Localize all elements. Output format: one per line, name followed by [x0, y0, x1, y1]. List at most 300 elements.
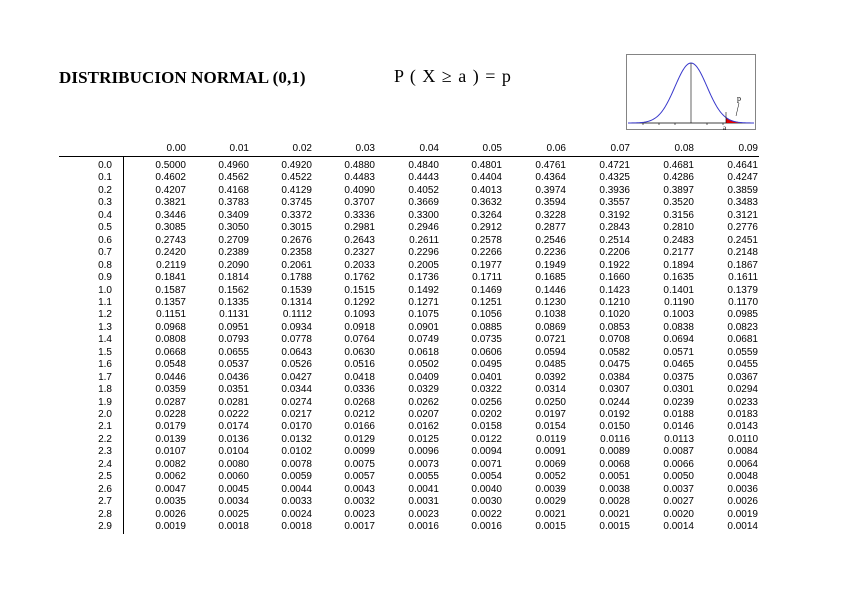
- table-cell: 0.1379: [727, 284, 758, 296]
- table-cell: 0.0183: [727, 409, 758, 420]
- table-cell: 0.0066: [663, 458, 694, 470]
- table-cell: 0.0694: [663, 334, 694, 346]
- table-cell: 0.2578: [471, 234, 502, 246]
- table-cell: 0.1335: [218, 296, 249, 308]
- table-cell: 0.3936: [599, 184, 630, 196]
- row-z-label: 1.4: [98, 334, 112, 346]
- table-cell: 0.2912: [471, 222, 502, 234]
- table-cell: 0.0043: [344, 483, 375, 495]
- table-row: [0, 172, 848, 184]
- table-cell: 0.0037: [663, 483, 694, 495]
- table-cell: 0.0582: [599, 346, 630, 358]
- table-row: [0, 210, 848, 222]
- table-cell: 0.0222: [218, 409, 249, 420]
- row-z-label: 1.1: [98, 296, 112, 308]
- table-row: [0, 359, 848, 371]
- table-cell: 0.0139: [155, 433, 186, 445]
- table-cell: 0.0055: [408, 471, 439, 483]
- table-cell: 0.4920: [281, 160, 312, 171]
- table-cell: 0.0351: [218, 384, 249, 396]
- table-cell: 0.0035: [155, 496, 186, 508]
- table-cell: 0.0618: [408, 346, 439, 358]
- table-cell: 0.2005: [408, 259, 439, 271]
- table-cell: 0.0823: [727, 321, 758, 333]
- table-cell: 0.1539: [281, 284, 312, 296]
- table-cell: 0.0158: [471, 421, 502, 433]
- table-cell: 0.1814: [218, 272, 249, 284]
- table-row: [0, 347, 848, 359]
- table-cell: 0.0436: [218, 371, 249, 383]
- column-header: 0.08: [674, 143, 694, 154]
- table-cell: 0.0015: [535, 521, 566, 533]
- table-cell: 0.4286: [663, 172, 694, 184]
- table-cell: 0.3520: [663, 197, 694, 209]
- table-cell: 0.1446: [535, 284, 566, 296]
- table-cell: 0.0968: [155, 321, 186, 333]
- table-cell: 0.1112: [282, 309, 312, 321]
- table-cell: 0.4840: [408, 160, 439, 171]
- table-row: [0, 334, 848, 346]
- table-cell: 0.0110: [728, 433, 758, 445]
- table-cell: 0.3264: [471, 209, 502, 221]
- table-cell: 0.0281: [218, 396, 249, 408]
- table-cell: 0.0032: [344, 496, 375, 508]
- table-cell: 0.2743: [155, 234, 186, 246]
- row-z-label: 1.8: [98, 384, 112, 396]
- table-cell: 0.2946: [408, 222, 439, 234]
- table-cell: 0.2451: [727, 234, 758, 246]
- table-cell: 0.0384: [599, 371, 630, 383]
- row-z-label: 0.7: [98, 247, 112, 259]
- table-cell: 0.1711: [472, 272, 502, 284]
- table-cell: 0.0427: [281, 371, 312, 383]
- normal-curve-diagram: [626, 54, 756, 132]
- table-cell: 0.1736: [408, 272, 439, 284]
- row-z-label: 1.9: [98, 396, 112, 408]
- table-cell: 0.0021: [599, 508, 630, 520]
- row-z-label: 1.2: [98, 309, 112, 321]
- table-cell: 0.1949: [535, 259, 566, 271]
- table-cell: 0.4052: [408, 184, 439, 196]
- table-cell: 0.1401: [663, 284, 694, 296]
- table-cell: 0.0401: [471, 371, 502, 383]
- table-cell: 0.3594: [535, 197, 566, 209]
- table-cell: 0.0174: [218, 421, 249, 433]
- table-cell: 0.0256: [471, 396, 502, 408]
- table-cell: 0.0212: [344, 409, 375, 420]
- table-cell: 0.2981: [344, 222, 375, 234]
- table-cell: 0.0051: [599, 471, 630, 483]
- table-row: [0, 322, 848, 334]
- table-cell: 0.0197: [535, 409, 566, 420]
- table-cell: 0.0016: [471, 521, 502, 533]
- table-row: [0, 446, 848, 458]
- table-cell: 0.3336: [344, 209, 375, 221]
- table-cell: 0.0162: [408, 421, 439, 433]
- table-cell: 0.1357: [155, 296, 186, 308]
- table-row: [0, 521, 848, 533]
- table-cell: 0.0082: [155, 458, 186, 470]
- table-cell: 0.0475: [599, 359, 630, 371]
- table-cell: 0.2119: [156, 259, 186, 271]
- table-cell: 0.0050: [663, 471, 694, 483]
- table-row: [0, 509, 848, 521]
- table-row: [0, 185, 848, 197]
- table-cell: 0.2206: [599, 247, 630, 259]
- table-cell: 0.0681: [727, 334, 758, 346]
- row-z-label: 0.1: [98, 172, 112, 184]
- table-cell: 0.2358: [281, 247, 312, 259]
- table-cell: 0.4443: [408, 172, 439, 184]
- table-cell: 0.0179: [155, 421, 186, 433]
- table-cell: 0.0951: [218, 321, 249, 333]
- table-row: [0, 235, 848, 247]
- table-cell: 0.3156: [663, 209, 694, 221]
- table-cell: 0.0119: [536, 433, 566, 445]
- table-cell: 0.4013: [471, 184, 502, 196]
- column-header: 0.04: [419, 143, 439, 154]
- table-row: [0, 272, 848, 284]
- table-row: [0, 421, 848, 433]
- table-cell: 0.3783: [218, 197, 249, 209]
- table-cell: 0.2810: [663, 222, 694, 234]
- table-cell: 0.1469: [471, 284, 502, 296]
- table-cell: 0.0143: [727, 421, 758, 433]
- table-cell: 0.0073: [408, 458, 439, 470]
- table-cell: 0.2061: [281, 259, 312, 271]
- table-cell: 0.4562: [218, 172, 249, 184]
- table-cell: 0.1635: [663, 272, 694, 284]
- table-cell: 0.0708: [599, 334, 630, 346]
- table-cell: 0.3409: [218, 209, 249, 221]
- table-cell: 0.4247: [727, 172, 758, 184]
- table-cell: 0.1314: [281, 296, 312, 308]
- table-cell: 0.0087: [663, 446, 694, 458]
- table-cell: 0.0136: [218, 433, 249, 445]
- table-cell: 0.0465: [663, 359, 694, 371]
- table-cell: 0.1056: [471, 309, 502, 321]
- table-cell: 0.0869: [535, 321, 566, 333]
- table-cell: 0.0132: [281, 433, 312, 445]
- table-cell: 0.4960: [218, 160, 249, 171]
- table-row: [0, 372, 848, 384]
- table-cell: 0.0017: [344, 521, 375, 533]
- table-cell: 0.0367: [727, 371, 758, 383]
- row-z-label: 1.0: [98, 284, 112, 296]
- table-cell: 0.3669: [408, 197, 439, 209]
- table-cell: 0.3974: [535, 184, 566, 196]
- table-cell: 0.0336: [344, 384, 375, 396]
- table-cell: 0.4602: [155, 172, 186, 184]
- table-cell: 0.0485: [535, 359, 566, 371]
- table-cell: 0.0764: [344, 334, 375, 346]
- table-cell: 0.3372: [281, 209, 312, 221]
- table-cell: 0.0643: [281, 346, 312, 358]
- table-cell: 0.3192: [599, 209, 630, 221]
- table-cell: 0.0262: [408, 396, 439, 408]
- table-cell: 0.0026: [155, 508, 186, 520]
- table-cell: 0.0036: [727, 483, 758, 495]
- table-cell: 0.0062: [155, 471, 186, 483]
- table-cell: 0.0307: [599, 384, 630, 396]
- table-cell: 0.0228: [155, 409, 186, 420]
- row-z-label: 2.9: [98, 521, 112, 533]
- table-cell: 0.1292: [344, 296, 375, 308]
- row-z-label: 0.6: [98, 234, 112, 246]
- table-cell: 0.0392: [535, 371, 566, 383]
- table-cell: 0.4483: [344, 172, 375, 184]
- table-row: [0, 197, 848, 209]
- table-cell: 0.0329: [408, 384, 439, 396]
- table-cell: 0.4168: [218, 184, 249, 196]
- table-cell: 0.0735: [471, 334, 502, 346]
- table-cell: 0.0019: [155, 521, 186, 533]
- table-cell: 0.0091: [535, 446, 566, 458]
- table-cell: 0.0054: [471, 471, 502, 483]
- table-cell: 0.1423: [599, 284, 630, 296]
- table-cell: 0.1151: [156, 309, 186, 321]
- table-cell: 0.0064: [727, 458, 758, 470]
- table-cell: 0.1131: [219, 309, 249, 321]
- table-cell: 0.3821: [155, 197, 186, 209]
- table-cell: 0.1020: [599, 309, 630, 321]
- table-cell: 0.1922: [599, 259, 630, 271]
- table-cell: 0.0096: [408, 446, 439, 458]
- table-cell: 0.2148: [727, 247, 758, 259]
- row-z-label: 2.6: [98, 483, 112, 495]
- table-cell: 0.0655: [218, 346, 249, 358]
- table-cell: 0.0016: [408, 521, 439, 533]
- table-cell: 0.0020: [663, 508, 694, 520]
- table-cell: 0.1562: [218, 284, 249, 296]
- table-cell: 0.0274: [281, 396, 312, 408]
- table-cell: 0.0048: [727, 471, 758, 483]
- table-cell: 0.0207: [408, 409, 439, 420]
- table-cell: 0.2296: [408, 247, 439, 259]
- table-cell: 0.0559: [727, 346, 758, 358]
- table-cell: 0.0024: [281, 508, 312, 520]
- table-row: [0, 260, 848, 272]
- table-cell: 0.0170: [281, 421, 312, 433]
- table-cell: 0.0571: [663, 346, 694, 358]
- table-cell: 0.0030: [471, 496, 502, 508]
- table-row: [0, 409, 848, 421]
- table-cell: 0.4880: [344, 160, 375, 171]
- table-cell: 0.0244: [599, 396, 630, 408]
- table-cell: 0.0029: [535, 496, 566, 508]
- table-cell: 0.0027: [663, 496, 694, 508]
- table-cell: 0.3557: [599, 197, 630, 209]
- table-cell: 0.3745: [281, 197, 312, 209]
- table-cell: 0.0154: [535, 421, 566, 433]
- table-cell: 0.1492: [408, 284, 439, 296]
- table-cell: 0.4522: [281, 172, 312, 184]
- table-cell: 0.0808: [155, 334, 186, 346]
- table-cell: 0.0069: [535, 458, 566, 470]
- header-rule: [59, 156, 759, 157]
- table-cell: 0.0606: [471, 346, 502, 358]
- table-cell: 0.0287: [155, 396, 186, 408]
- table-cell: 0.2546: [535, 234, 566, 246]
- table-cell: 0.0150: [599, 421, 630, 433]
- table-cell: 0.0250: [535, 396, 566, 408]
- table-cell: 0.0052: [535, 471, 566, 483]
- table-cell: 0.1230: [535, 296, 566, 308]
- table-cell: 0.2090: [218, 259, 249, 271]
- table-cell: 0.0446: [155, 371, 186, 383]
- table-cell: 0.0526: [281, 359, 312, 371]
- row-z-label: 0.0: [98, 160, 112, 171]
- table-cell: 0.1867: [727, 259, 758, 271]
- table-cell: 0.0028: [599, 496, 630, 508]
- table-cell: 0.0322: [471, 384, 502, 396]
- table-cell: 0.0059: [281, 471, 312, 483]
- column-header: 0.01: [229, 143, 249, 154]
- table-cell: 0.1210: [599, 296, 630, 308]
- table-row: [0, 222, 848, 234]
- table-cell: 0.1841: [155, 272, 186, 284]
- table-row: [0, 496, 848, 508]
- table-cell: 0.1251: [471, 296, 502, 308]
- table-cell: 0.0022: [471, 508, 502, 520]
- table-cell: 0.0039: [535, 483, 566, 495]
- table-cell: 0.0901: [408, 321, 439, 333]
- table-cell: 0.4129: [281, 184, 312, 196]
- table-cell: 0.0084: [727, 446, 758, 458]
- table-row: [0, 397, 848, 409]
- table-cell: 0.0034: [218, 496, 249, 508]
- row-z-label: 1.5: [98, 346, 112, 358]
- table-cell: 0.0071: [471, 458, 502, 470]
- table-cell: 0.0107: [155, 446, 186, 458]
- table-cell: 0.2776: [727, 222, 758, 234]
- table-cell: 0.3897: [663, 184, 694, 196]
- table-cell: 0.1271: [408, 296, 439, 308]
- table-cell: 0.0041: [408, 483, 439, 495]
- table-cell: 0.0099: [344, 446, 375, 458]
- table-row: [0, 384, 848, 396]
- table-cell: 0.0102: [281, 446, 312, 458]
- table-cell: 0.0014: [663, 521, 694, 533]
- table-cell: 0.3859: [727, 184, 758, 196]
- table-cell: 0.0044: [281, 483, 312, 495]
- table-cell: 0.2643: [344, 234, 375, 246]
- a-label: a: [723, 124, 727, 132]
- table-cell: 0.2177: [663, 247, 694, 259]
- table-cell: 0.3050: [218, 222, 249, 234]
- table-cell: 0.4325: [599, 172, 630, 184]
- table-cell: 0.0129: [344, 433, 375, 445]
- table-cell: 0.0068: [599, 458, 630, 470]
- column-header: 0.03: [355, 143, 375, 154]
- table-cell: 0.0294: [727, 384, 758, 396]
- table-cell: 0.3446: [155, 209, 186, 221]
- row-z-label: 0.9: [98, 272, 112, 284]
- table-cell: 0.0495: [471, 359, 502, 371]
- table-cell: 0.0021: [535, 508, 566, 520]
- table-cell: 0.0314: [535, 384, 566, 396]
- table-cell: 0.0853: [599, 321, 630, 333]
- table-cell: 0.1788: [281, 272, 312, 284]
- row-z-label: 1.6: [98, 359, 112, 371]
- table-cell: 0.3300: [408, 209, 439, 221]
- row-z-label: 2.4: [98, 458, 112, 470]
- table-cell: 0.3121: [727, 209, 758, 221]
- table-cell: 0.1038: [535, 309, 566, 321]
- row-z-label: 0.5: [98, 222, 112, 234]
- table-cell: 0.2389: [218, 247, 249, 259]
- table-cell: 0.1894: [663, 259, 694, 271]
- table-cell: 0.0630: [344, 346, 375, 358]
- table-cell: 0.0202: [471, 409, 502, 420]
- row-z-label: 1.3: [98, 321, 112, 333]
- table-cell: 0.1977: [471, 259, 502, 271]
- table-cell: 0.4761: [535, 160, 566, 171]
- table-cell: 0.0537: [218, 359, 249, 371]
- table-cell: 0.0089: [599, 446, 630, 458]
- column-header: 0.07: [610, 143, 630, 154]
- table-row: [0, 484, 848, 496]
- table-cell: 0.2327: [344, 247, 375, 259]
- table-cell: 0.0116: [600, 433, 630, 445]
- table-cell: 0.0749: [408, 334, 439, 346]
- table-row: [0, 285, 848, 297]
- column-header: 0.09: [738, 143, 758, 154]
- table-cell: 0.1170: [728, 296, 758, 308]
- table-cell: 0.0166: [344, 421, 375, 433]
- table-cell: 0.1611: [728, 272, 758, 284]
- table-cell: 0.0375: [663, 371, 694, 383]
- table-cell: 0.0023: [408, 508, 439, 520]
- row-z-label: 2.7: [98, 496, 112, 508]
- table-cell: 0.0934: [281, 321, 312, 333]
- table-cell: 0.4721: [599, 160, 630, 171]
- table-cell: 0.4364: [535, 172, 566, 184]
- column-header: 0.00: [166, 143, 186, 154]
- table-cell: 0.4641: [727, 160, 758, 171]
- row-z-label: 0.2: [98, 184, 112, 196]
- table-cell: 0.4207: [155, 184, 186, 196]
- table-cell: 0.0885: [471, 321, 502, 333]
- table-cell: 0.2483: [663, 234, 694, 246]
- table-cell: 0.0033: [281, 496, 312, 508]
- table-row: [0, 459, 848, 471]
- table-cell: 0.0668: [155, 346, 186, 358]
- row-z-label: 2.5: [98, 471, 112, 483]
- table-cell: 0.0838: [663, 321, 694, 333]
- table-cell: 0.2843: [599, 222, 630, 234]
- table-cell: 0.0060: [218, 471, 249, 483]
- page-title: DISTRIBUCION NORMAL (0,1): [59, 68, 306, 87]
- table-row: [0, 247, 848, 259]
- table-cell: 0.4090: [344, 184, 375, 196]
- table-cell: 0.0026: [727, 496, 758, 508]
- table-cell: 0.3085: [155, 222, 186, 234]
- table-cell: 0.5000: [155, 160, 186, 171]
- table-cell: 0.0233: [727, 396, 758, 408]
- row-z-label: 0.4: [98, 209, 112, 221]
- table-cell: 0.0778: [281, 334, 312, 346]
- table-cell: 0.3632: [471, 197, 502, 209]
- table-cell: 0.0015: [599, 521, 630, 533]
- table-cell: 0.0721: [535, 334, 566, 346]
- row-z-label: 0.8: [98, 259, 112, 271]
- table-cell: 0.0418: [344, 371, 375, 383]
- table-cell: 0.1003: [663, 309, 694, 321]
- table-cell: 0.0192: [599, 409, 630, 420]
- table-cell: 0.1190: [664, 296, 694, 308]
- table-cell: 0.1587: [155, 284, 186, 296]
